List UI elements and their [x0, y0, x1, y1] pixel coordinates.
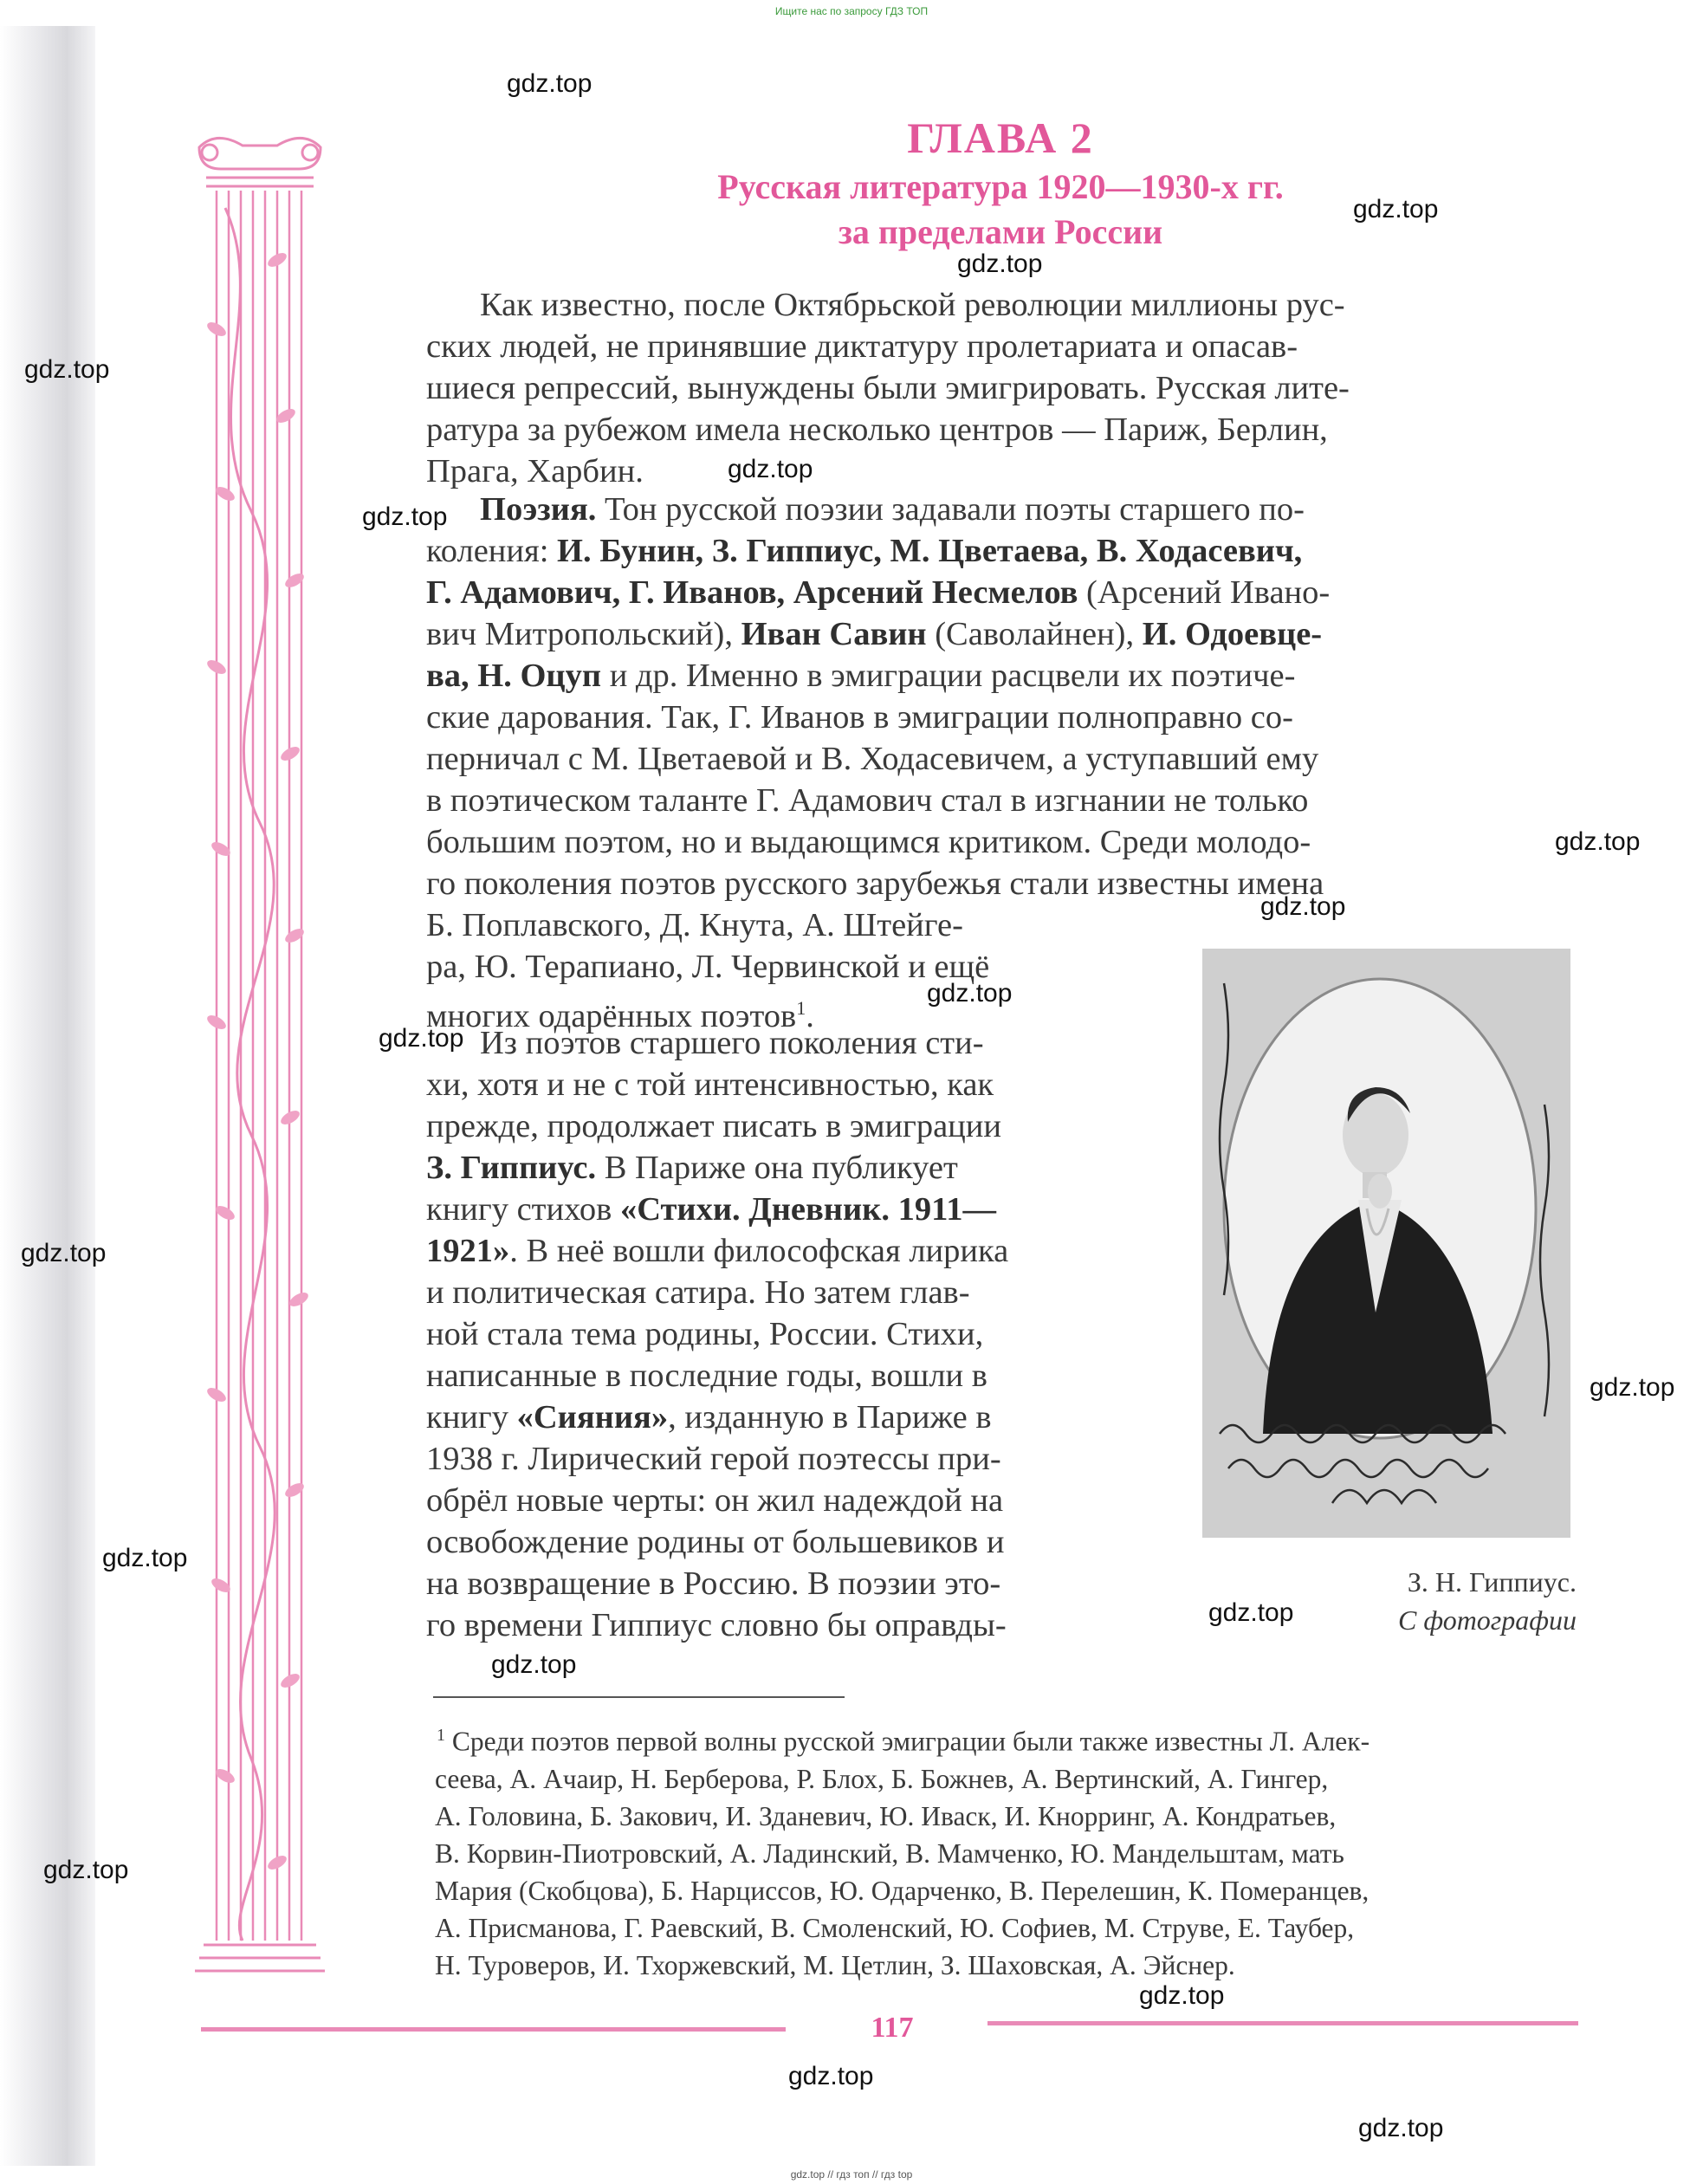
footnote-line: В. Корвин-Пиотровский, А. Ладинский, В. Мамченко, Ю. Мандельштам, мать: [435, 1837, 1344, 1869]
footnote-line: Мария (Скобцова), Б. Нарциссов, Ю. Одарченко, В. Перелешин, К. Померанцев,: [435, 1875, 1370, 1906]
gippius-photograph: [1202, 949, 1570, 1538]
photo-caption-source: С фотографии: [1398, 1604, 1577, 1636]
footnote-line: Н. Туроверов, И. Тхоржевский, М. Цетлин, З. Шаховская, А. Эйснер.: [435, 1949, 1235, 1980]
text-line: Прага, Харбин.: [426, 453, 644, 489]
text-line: Г. Адамович, Г. Иванов, Арсений Несмелов (Арсений Ивано-: [426, 574, 1331, 611]
watermark: gdz.top: [1353, 195, 1439, 224]
footnote-marker: 1: [796, 997, 806, 1019]
text-line: и политическая сатира. Но затем глав-: [426, 1274, 970, 1311]
binding-shadow: [0, 26, 95, 2166]
text-line: Как известно, после Октябрьской революции миллионы рус-: [480, 287, 1345, 323]
text-line: Б. Поплавского, Д. Кнута, А. Штейге-: [426, 907, 963, 943]
watermark: gdz.top: [1139, 1981, 1225, 2010]
footnote-line: А. Головина, Б. Закович, И. Зданевич, Ю. Иваск, И. Кнорринг, А. Кондратьев,: [435, 1800, 1337, 1831]
watermark: gdz.top: [24, 355, 110, 384]
text-line: шиеся репрессий, вынуждены были эмигрировать. Русская лите-: [426, 370, 1350, 406]
paragraph-intro: [426, 284, 1578, 492]
text-line: на возвращение в Россию. В поэзии это-: [426, 1565, 1001, 1602]
footer-rule-left: [201, 2027, 786, 2032]
text-line: ра, Ю. Терапиано, Л. Червинской и ещё: [426, 949, 990, 985]
text-line: 1921». В неё вошли философская лирика: [426, 1233, 1009, 1269]
photo-caption-name: З. Н. Гиппиус.: [1407, 1566, 1577, 1597]
text-line: З. Гиппиус. В Париже она публикует: [426, 1150, 958, 1186]
page-number: 117: [871, 2012, 914, 2044]
bottom-note: gdz.top // гдз топ // гдз top: [790, 2168, 913, 2181]
text-line: книгу «Сияния», изданную в Париже в: [426, 1399, 992, 1435]
text-line: прежде, продолжает писать в эмиграции: [426, 1108, 1001, 1144]
text-line: ратура за рубежом имела несколько центров — Париж, Берлин,: [426, 412, 1328, 448]
footnote-line: сеева, А. Ачаир, Н. Берберова, Р. Блох, Б. Божнев, А. Вертинский, А. Гингер,: [435, 1763, 1329, 1794]
text-line: освобождение родины от большевиков и: [426, 1524, 1005, 1560]
text-line: коления: И. Бунин, З. Гиппиус, М. Цветаева, В. Ходасевич,: [426, 533, 1303, 569]
footnote-line: $^1$ Среди поэтов первой волны русской эмиграции были также известны Л. Алек-: [437, 1726, 1370, 1757]
text-line: хи, хотя и не с той интенсивностью, как: [426, 1066, 994, 1103]
top-search-note: Ищите нас по запросу ГДЗ ТОП: [774, 5, 929, 17]
footnote-divider: [433, 1696, 845, 1698]
watermark: gdz.top: [1208, 1598, 1294, 1627]
chapter-title: ГЛАВА 2: [907, 113, 1094, 162]
section-label-poetry: Поэзия.: [480, 491, 597, 528]
text-line: ной стала тема родины, России. Стихи,: [426, 1316, 984, 1352]
text-line: го поколения поэтов русского зарубежья стали известны имена: [426, 865, 1324, 902]
text-line: ские дарования. Так, Г. Иванов в эмиграции полноправно со-: [426, 699, 1293, 736]
text-line: ва, Н. Оцуп и др. Именно в эмиграции расцвели их поэтиче-: [426, 658, 1296, 694]
watermark: gdz.top: [379, 1024, 464, 1053]
watermark: gdz.top: [728, 455, 813, 483]
watermark: gdz.top: [43, 1856, 129, 1884]
text-line: книгу стихов «Стихи. Дневник. 1911—: [426, 1191, 996, 1228]
watermark: gdz.top: [1358, 2114, 1444, 2142]
decorative-column: [191, 130, 329, 1980]
text-line: многих одарённых поэтов$^1$.: [426, 997, 814, 1034]
watermark: gdz.top: [21, 1239, 107, 1267]
text-line: перничал с М. Цветаевой и В. Ходасевичем, а уступавший ему: [426, 741, 1319, 777]
paragraph-gippius: [426, 1022, 1145, 1646]
watermark: gdz.top: [1260, 892, 1346, 921]
text-line: обрёл новые черты: он жил надеждой на: [426, 1482, 1004, 1519]
text-line: го времени Гиппиус словно бы оправды-: [426, 1607, 1007, 1643]
watermark: gdz.top: [1555, 827, 1641, 856]
subtitle-line-2: за пределами России: [838, 212, 1163, 251]
text-line: большим поэтом, но и выдающимся критиком. Среди молодо-: [426, 824, 1311, 860]
watermark: gdz.top: [957, 250, 1043, 278]
watermark: gdz.top: [507, 69, 592, 98]
footnote-line: А. Присманова, Г. Раевский, В. Смоленский, Ю. Софиев, М. Струве, Е. Таубер,: [435, 1912, 1355, 1943]
subtitle-line-1: Русская литература 1920—1930-х гг.: [717, 167, 1284, 206]
watermark: gdz.top: [362, 502, 448, 531]
text-line: написанные в последние годы, вошли в: [426, 1358, 987, 1394]
text-line: в поэтическом таланте Г. Адамович стал в изгнании не только: [426, 782, 1309, 819]
watermark: gdz.top: [491, 1650, 577, 1679]
footnote: [435, 1717, 1578, 1984]
footnote-number: 1: [437, 1726, 445, 1745]
text-line: Из поэтов старшего поколения сти-: [480, 1025, 984, 1061]
watermark: gdz.top: [1590, 1373, 1675, 1402]
text-line: вич Митропольский), Иван Савин (Саволайнен), И. Одоевце-: [426, 616, 1323, 652]
footer-rule-right: [987, 2021, 1578, 2025]
watermark: gdz.top: [102, 1544, 188, 1572]
watermark: gdz.top: [788, 2062, 874, 2090]
text-line: 1938 г. Лирический герой поэтессы при-: [426, 1441, 1001, 1477]
text-line: Поэзия. Тон русской поэзии задавали поэты старшего по-: [480, 491, 1305, 528]
text-line: ских людей, не принявшие диктатуру пролетариата и опасав-: [426, 328, 1298, 365]
watermark: gdz.top: [927, 979, 1013, 1008]
